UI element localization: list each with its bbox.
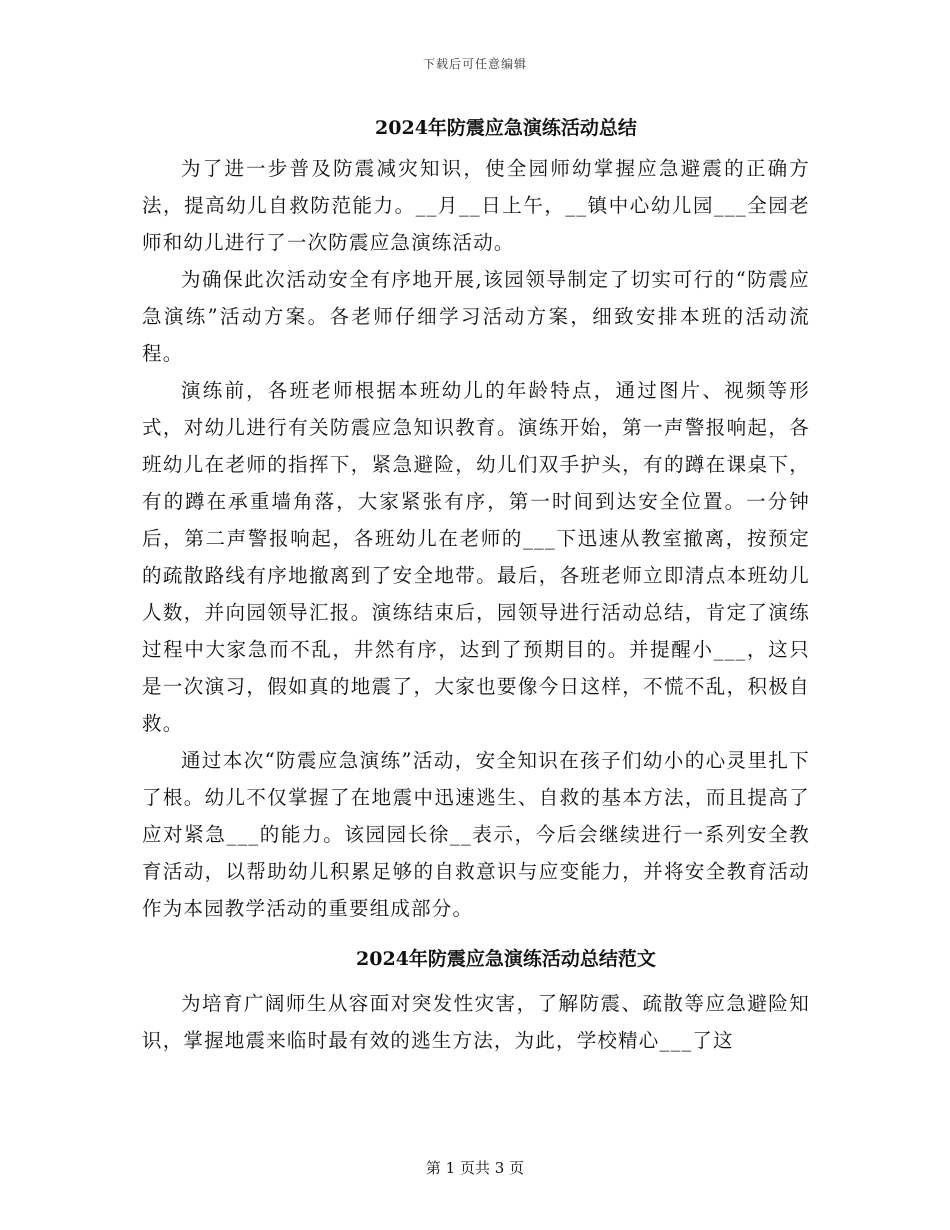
section-title: 2024年防震应急演练活动总结范文 (356, 948, 656, 970)
header-note: 下载后可任意编辑 (422, 57, 527, 71)
paragraph-4: 通过本次“防震应急演练”活动，安全知识在孩子们幼小的心灵里扎下了根。幼儿不仅掌握了在地震中迅速逃生、自救的基本方法，而且提高了应对紧急___的能力。该园园长徐__表示，今后会继续进行一系列安全教育活动，以帮助幼儿积累足够的自救意识与应变能力，并将安全教育活动作为本园教学活动的重要组成部分。 (142, 749, 810, 920)
paragraph-1: 为了进一步普及防震减灾知识，使全园师幼掌握应急避震的正确方法，提高幼儿自救防范能力。__月__日上午，__镇中心幼儿园___全园老师和幼儿进行了一次防震应急演练活动。 (142, 157, 810, 254)
paragraph-3: 演练前，各班老师根据本班幼儿的年龄特点，通过图片、视频等形式，对幼儿进行有关防震应急知识教育。演练开始，第一声警报响起，各班幼儿在老师的指挥下，紧急避险，幼儿们双手护头，有的蹲在课桌下，有的蹲在承重墙角落，大家紧张有序，第一时间到达安全位置。一分钟后，第二声警报响起，各班幼儿在老师的___下迅速从教室撤离，按预定的疏散路线有序地撤离到了安全地带。最后，各班老师立即清点本班幼儿人数，并向园领导汇报。演练结束后，园领导进行活动总结，肯定了演练过程中大家急而不乱，井然有序，达到了预期目的。并提醒小___，这只是一次演习，假如真的地震了，大家也要像今日这样，不慌不乱，积极自救。 (142, 379, 810, 735)
paragraph-2: 为确保此次活动安全有序地开展,该园领导制定了切实可行的“防震应急演练”活动方案。各老师仔细学习活动方案，细致安排本班的活动流程。 (142, 268, 810, 365)
document-body (142, 112, 810, 1059)
page-footer: 第 1 页共 3 页 (425, 1159, 525, 1177)
document-title: 2024年防震应急演练活动总结 (375, 117, 637, 139)
paragraph-5: 为培育广阔师生从容面对突发性灾害，了解防震、疏散等应急避险知识，掌握地震来临时最有效的逃生方法，为此，学校精心___了这 (142, 992, 810, 1052)
